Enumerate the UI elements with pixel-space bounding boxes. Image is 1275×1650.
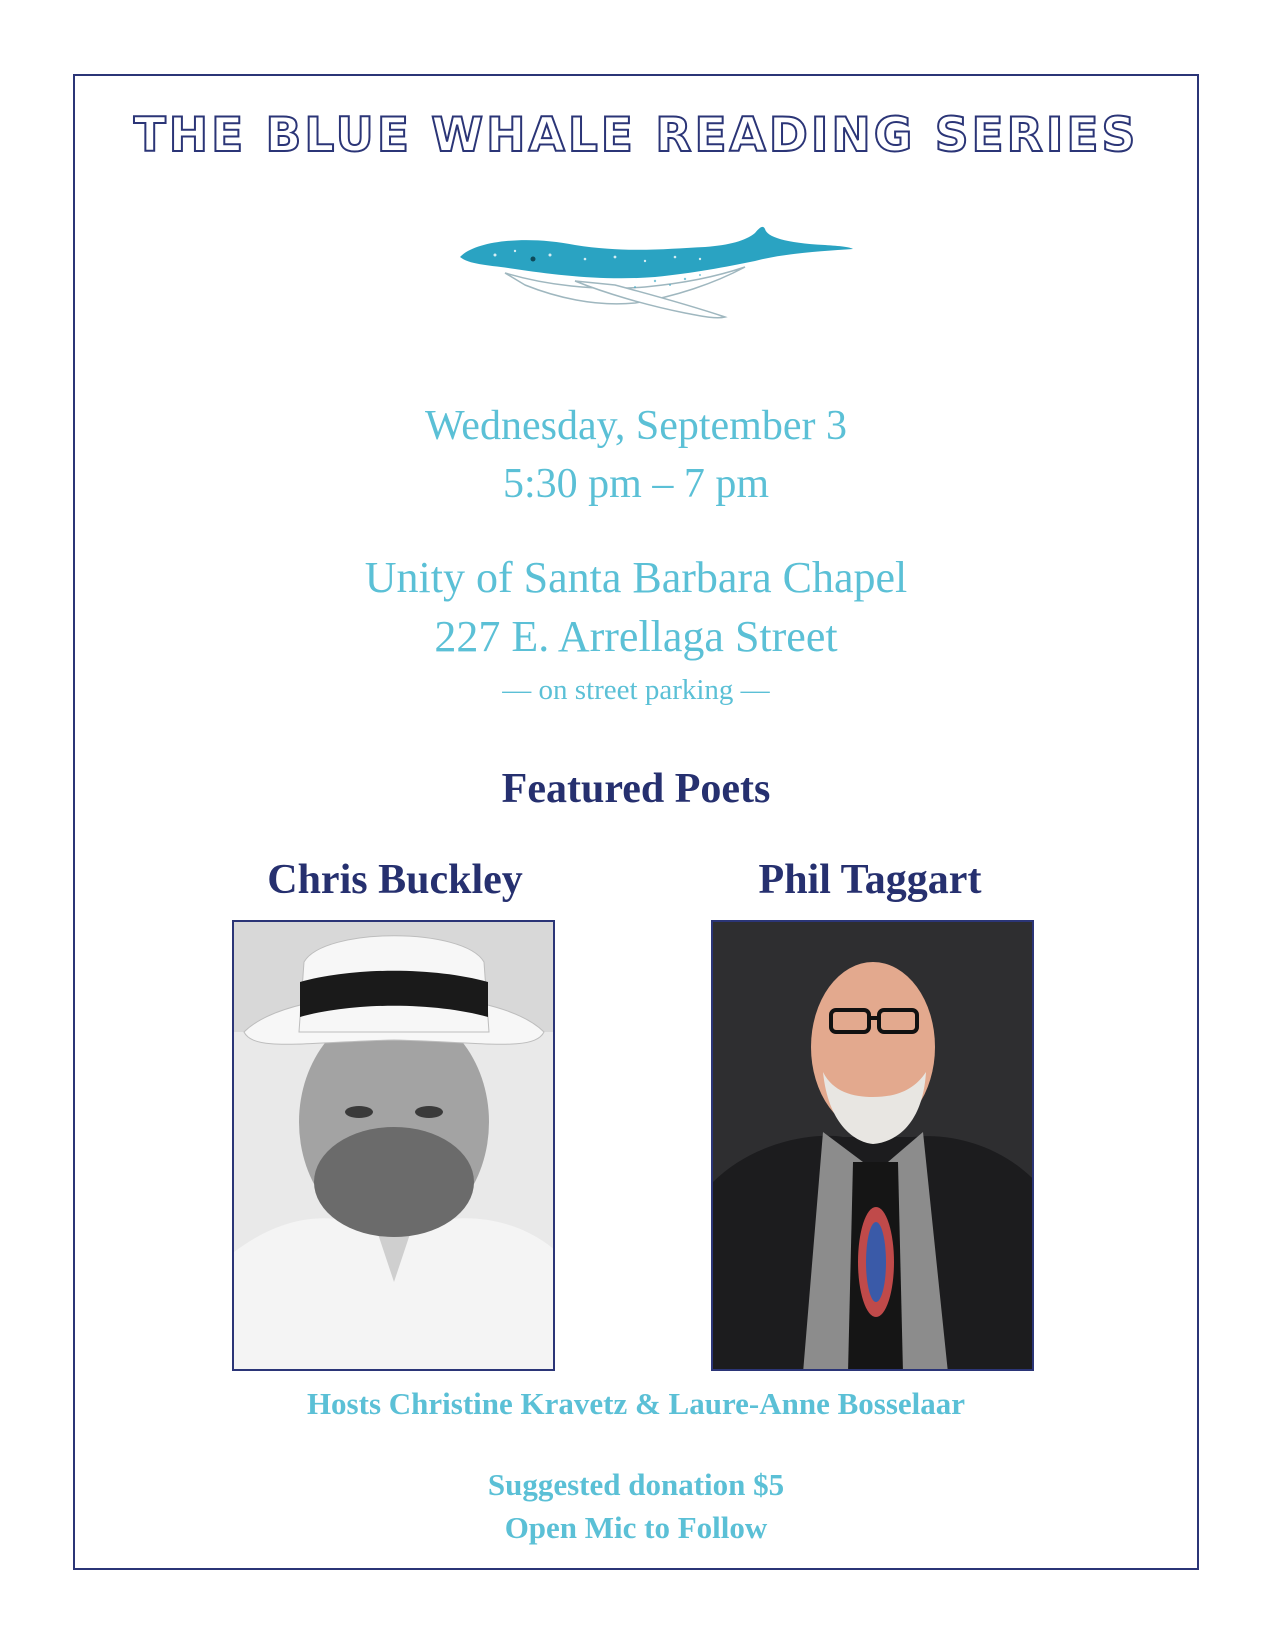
- photo-chris-buckley: [232, 920, 555, 1371]
- portrait-chris-buckley: [234, 922, 555, 1371]
- poet-name-phil-taggart: Phil Taggart: [758, 857, 982, 903]
- event-time: 5:30 pm – 7 pm: [502, 461, 769, 507]
- featured-heading: Featured Poets: [501, 766, 771, 812]
- whale-illustration: [455, 215, 855, 325]
- donation-line: Suggested donation $5: [487, 1467, 785, 1502]
- poet-name-chris-buckley: Chris Buckley: [267, 857, 523, 903]
- hosts-line: Hosts Christine Kravetz & Laure-Anne Bosselaar: [306, 1386, 966, 1421]
- parking-note: — on street parking —: [502, 674, 770, 706]
- photo-phil-taggart: [711, 920, 1034, 1371]
- portrait-phil-taggart: [713, 922, 1034, 1371]
- series-title: THE BLUE WHALE READING SERIES: [133, 108, 1139, 163]
- open-mic-line: Open Mic to Follow: [504, 1510, 768, 1545]
- event-date: Wednesday, September 3: [425, 403, 847, 449]
- event-venue: Unity of Santa Barbara Chapel: [364, 553, 908, 602]
- event-address: 227 E. Arrellaga Street: [434, 612, 838, 661]
